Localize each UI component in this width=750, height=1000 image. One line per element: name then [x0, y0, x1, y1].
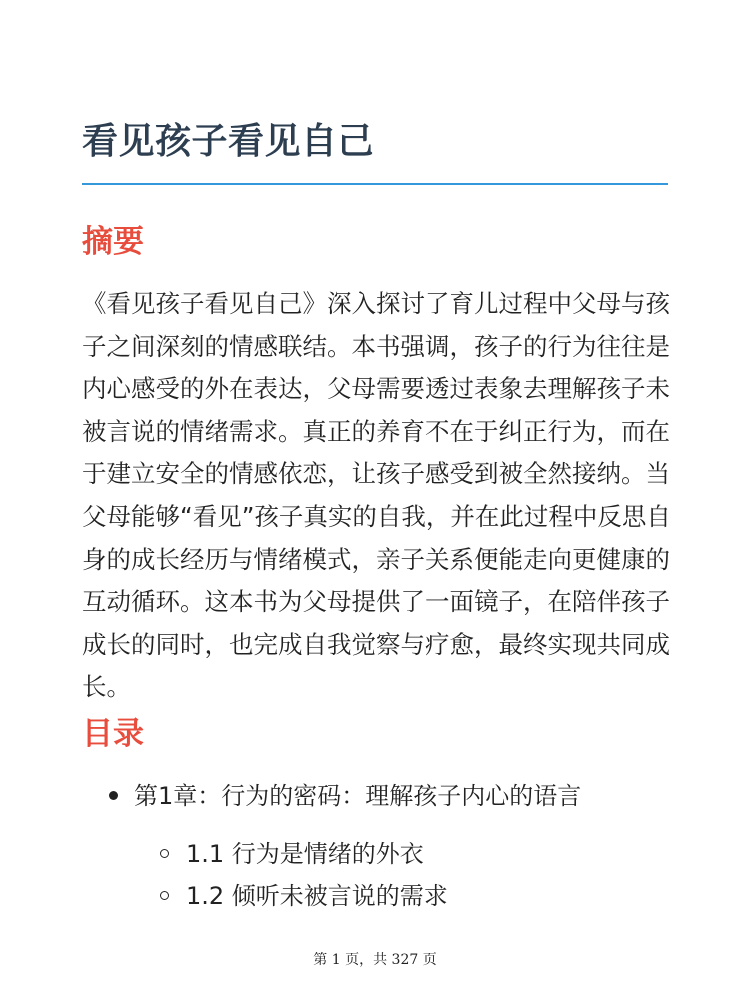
- toc-section-1-2[interactable]: [160, 879, 448, 913]
- summary-heading: 摘要: [82, 224, 144, 260]
- title-divider: [82, 183, 668, 185]
- toc-section-1-1-label: 1.1 行为是情绪的外衣: [186, 840, 424, 868]
- toc-section-1-2-label: 1.2 倾听未被言说的需求: [186, 882, 448, 910]
- bullet-disc-icon: [109, 791, 118, 800]
- toc-chapter-1[interactable]: [109, 779, 581, 813]
- page-title: 看见孩子看见自己: [82, 121, 375, 162]
- bullet-circle-icon: [160, 849, 169, 858]
- summary-paragraph: 《看见孩子看见自己》深入探讨了育儿过程中父母与孩子之间深刻的情感联结。本书强调，孩子的行为往往是内心感受的外在表达，父母需要透过表象去理解孩子未被言说的情绪需求。真正的养育不在于纠正行为，而在于建立安全的情感依恋，让孩子感受到被全然接纳。当父母能够“看见”孩子真实的自我，并在此过程中反思自身的成长经历与情绪模式，亲子关系便能走向更健康的互动循环。这本书为父母提供了一面镜子，在陪伴孩子成长的同时，也完成自我觉察与疗愈，最终实现共同成长。: [82, 289, 671, 702]
- toc-chapter-1-label: 第1章：行为的密码：理解孩子内心的语言: [134, 782, 582, 810]
- toc-section-1-1[interactable]: [160, 837, 424, 871]
- bullet-circle-icon: [160, 891, 169, 900]
- toc-heading: 目录: [82, 716, 144, 752]
- page-number-footer: 第 1 页，共 327 页: [313, 952, 437, 968]
